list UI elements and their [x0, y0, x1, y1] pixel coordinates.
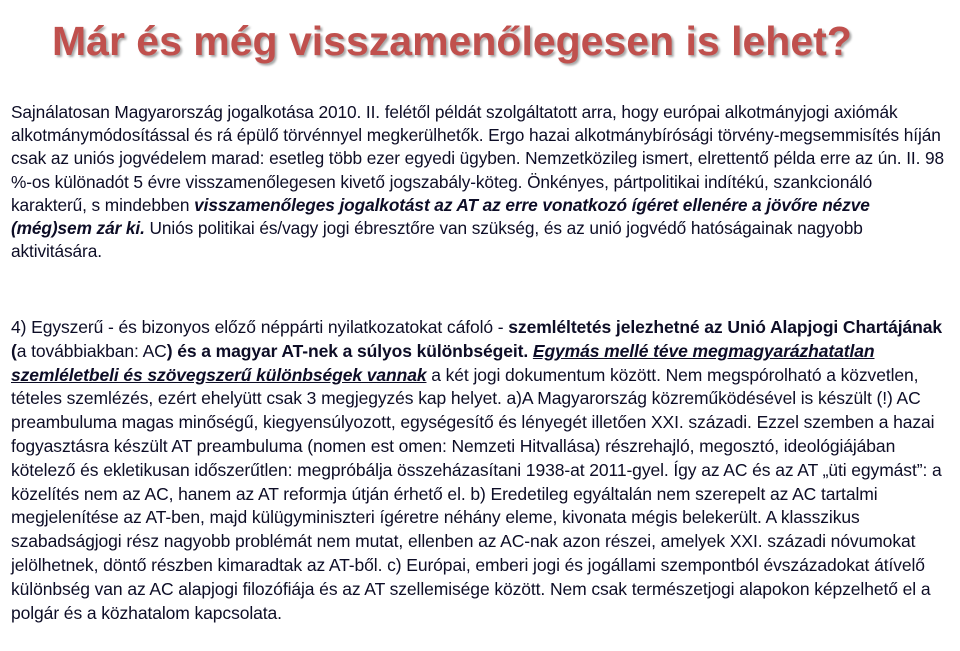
p2-text-2: a továbbiakban: AC: [16, 340, 167, 361]
p2-text-3: a két jogi dokumentum között. Nem megspórolható a közvetlen, tételes szemlézés, ezért ehelyütt csak 3 megjegyzés kap helyet. a)A Magyarország közreműködésével is készült (!) AC preambuluma magas minőségű, kiegyensúlyozott, egységesítő és lényegét illetően XXI. századi. Ezzel szemben a hazai fogyasztásra készült AT preambuluma (nomen est omen: Nemzeti Hitvallása) részrehajló, megosztó, ideológiájában kötelező és ekletikusan időszerűtlen: megpróbálja összeházasítani 1938-at 2011-gyel. Így az AC és az AT „üti egymást”: a közelítés nem az AC, hanem az AT reformja útján érhető el. b) Eredetileg egyáltalán nem szerepelt az AC tartalmi megjelenítése az AT-ben, majd külügyminiszteri ígéretre néhány eleme, kivonata mégis belekerült. A klasszikus szabadságjogi rész nagyobb problémát nem mutat, ellenben az AC-nak azon részei, amelyek XXI. századi nóvumokat jelölhetnek, döntő részben kimaradtak az AT-ből. c) Európai, emberi jogi és jogállami szempontból évszázadokat átívelő különbség van az AC alapjogi filozófiája és az AT szellemisége között. Nem csak természetjogi alapokon képzelhető el a polgár és a közhatalom kapcsolata.: [11, 364, 942, 623]
p2-underlined-emphasis: Egymás mellé téve megmagyarázhatatlan szemléletbeli és szövegszerű különbségek vannak: [11, 340, 875, 385]
paragraph-retroactive-legislation: [11, 101, 951, 263]
p1-emphasis: visszamenőleges jogalkotást az AT az erre vonatkozó ígéret ellenére a jövőre nézve (még)sem zár ki.: [11, 194, 870, 239]
paragraph-charter-comparison: [11, 316, 951, 625]
p2-bold-2: ) és a magyar AT-nek a súlyos különbségeit.: [166, 340, 529, 361]
slide-title: Már és még visszamenőlegesen is lehet?: [52, 18, 852, 64]
p1-text-2: Uniós politikai és/vagy jogi ébresztőre van szükség, és az unió jogvédő hatóságainak nagyobb aktivitására.: [11, 218, 863, 262]
p2-text-1: 4) Egyszerű - és bizonyos előző néppárti nyilatkozatokat cáfoló -: [11, 317, 509, 337]
p1-text-1: Sajnálatosan Magyarország jogalkotása 2010. II. felétől példát szolgáltatott arra, hogy európai alkotmányjogi axiómák alkotmánymódosítással és rá épülő törvénnyel megkerülhetők. Ergo hazai alkotmánybírósági törvény-megsemmisítés híján csak az uniós jogvédelem marad: esetleg több ezer egyedi ügyben. Nemzetközileg ismert, elrettentő példa erre az ún. II. 98 %-os különadót 5 évre visszamenőlegesen kivető jogszabály-köteg. Önkényes, pártpolitikai indítékú, szankcionáló karakterű, s mindebben: [11, 102, 945, 215]
p2-bold-1: szemléltetés jelezhetné az Unió Alapjogi Chartájának (: [11, 317, 943, 361]
